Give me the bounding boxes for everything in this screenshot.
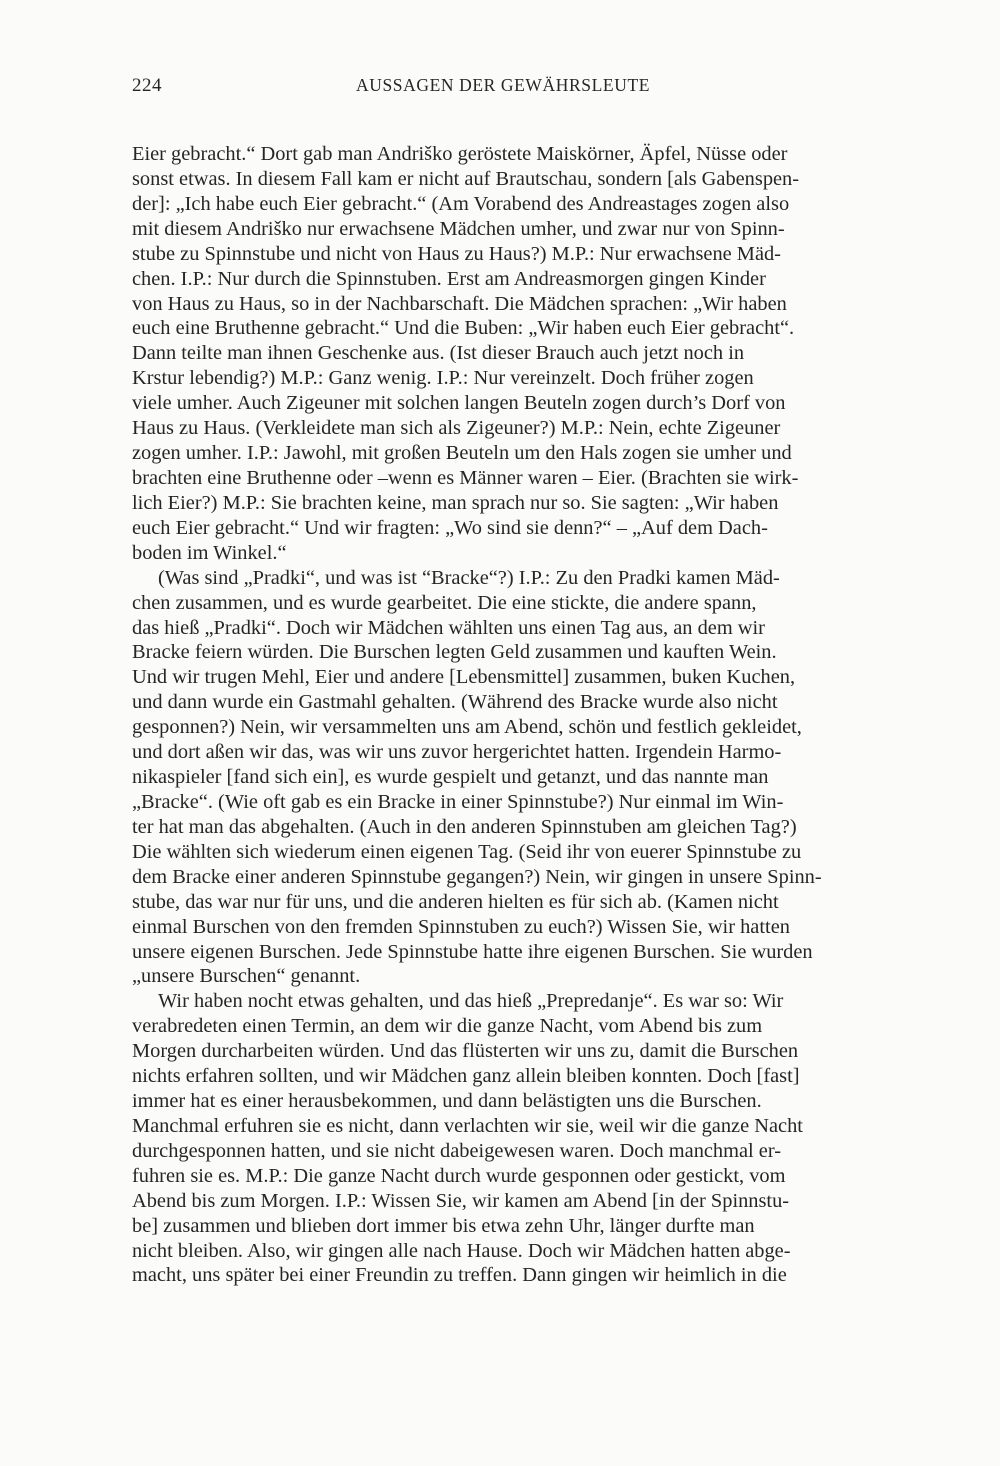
text-line: von Haus zu Haus, so in der Nachbarschaft. Die Mädchen sprachen: „Wir haben: [132, 292, 787, 315]
text-line: be] zusammen und blieben dort immer bis etwa zehn Uhr, länger durfte man: [132, 1214, 755, 1237]
text-line: euch eine Bruthenne gebracht.“ Und die Buben: „Wir haben euch Eier gebracht“.: [132, 317, 795, 340]
text-line: Dann teilte man ihnen Geschenke aus. (Ist dieser Brauch auch jetzt noch in: [132, 342, 745, 365]
text-line: der]: „Ich habe euch Eier gebracht.“ (Am Vorabend des Andreastages zogen also: [132, 192, 790, 215]
text-line: zogen umher. I.P.: Jawohl, mit großen Beuteln um den Hals zogen sie umher und: [132, 442, 792, 465]
text-line: Haus zu Haus. (Verkleidete man sich als Zigeuner?) M.P.: Nein, echte Zigeuner: [132, 417, 781, 440]
text-line: durchgesponnen hatten, und sie nicht dabeigewesen waren. Doch manchmal er-: [132, 1139, 782, 1162]
text-line: stube, das war nur für uns, und die anderen hielten es für sich ab. (Kamen nicht: [132, 890, 779, 913]
text-line: stube zu Spinnstube und nicht von Haus zu Haus?) M.P.: Nur erwachsene Mäd-: [132, 242, 781, 265]
text-line: Und wir trugen Mehl, Eier und andere [Lebensmittel] zusammen, buken Kuchen,: [132, 666, 796, 689]
text-line: nikaspieler [fand sich ein], es wurde gespielt und getanzt, und das nannte man: [132, 766, 769, 789]
text-line: fuhren sie es. M.P.: Die ganze Nacht durch wurde gesponnen oder gestickt, vom: [132, 1164, 786, 1187]
text-line: chen. I.P.: Nur durch die Spinnstuben. Erst am Andreasmorgen gingen Kinder: [132, 267, 766, 290]
text-line: und dann wurde ein Gastmahl gehalten. (Während des Bracke wurde also nicht: [132, 691, 778, 714]
text-line: Krstur lebendig?) M.P.: Ganz wenig. I.P.: Nur vereinzelt. Doch früher zogen: [132, 367, 754, 390]
text-line: immer hat es einer herausbekommen, und dann belästigten uns die Burschen.: [132, 1090, 762, 1113]
text-line: Abend bis zum Morgen. I.P.: Wissen Sie, wir kamen am Abend [in der Spinnstu-: [132, 1189, 790, 1212]
text-line: „unsere Burschen“ genannt.: [132, 965, 361, 988]
paragraph-first-line: (Was sind „Pradki“, und was ist “Bracke“?) I.P.: Zu den Pradki kamen Mäd-: [158, 566, 780, 589]
text-line: lich Eier?) M.P.: Sie brachten keine, man sprach nur so. Sie sagten: „Wir haben: [132, 491, 779, 514]
text-line: macht, uns später bei einer Freundin zu treffen. Dann gingen wir heimlich in die: [132, 1264, 787, 1287]
text-line: Manchmal erfuhren sie es nicht, dann verlachten wir sie, weil wir die ganze Nacht: [132, 1114, 803, 1137]
text-line: nicht bleiben. Also, wir gingen alle nach Hause. Doch wir Mädchen hatten abge-: [132, 1239, 791, 1262]
text-line: dem Bracke einer anderen Spinnstube gegangen?) Nein, wir gingen in unsere Spinn-: [132, 865, 822, 888]
text-line: und dort aßen wir das, was wir uns zuvor hergerichtet hatten. Irgendein Harmo-: [132, 741, 782, 764]
text-line: sonst etwas. In diesem Fall kam er nicht auf Brautschau, sondern [als Gabenspen-: [132, 167, 800, 190]
paragraph-first-line: Wir haben nocht etwas gehalten, und das hieß „Prepredanje“. Es war so: Wir: [158, 990, 784, 1013]
text-line: Morgen durcharbeiten würden. Und das flüsterten wir uns zu, damit die Burschen: [132, 1040, 799, 1063]
text-line: mit diesem Andriško nur erwachsene Mädchen umher, und zwar nur von Spinn-: [132, 217, 785, 240]
running-title: AUSSAGEN DER GEWÄHRSLEUTE: [356, 75, 651, 95]
text-line: euch Eier gebracht.“ Und wir fragten: „Wo sind sie denn?“ – „Auf dem Dach-: [132, 516, 768, 539]
text-line: nichts erfahren sollten, und wir Mädchen ganz allein bleiben konnten. Doch [fast]: [132, 1065, 800, 1088]
text-line: unsere eigenen Burschen. Jede Spinnstube hatte ihre eigenen Burschen. Sie wurden: [132, 940, 813, 963]
text-line: das hieß „Pradki“. Doch wir Mädchen wählten uns einen Tag aus, an dem wir: [132, 616, 765, 639]
body-text: [132, 142, 908, 1288]
text-line: boden im Winkel.“: [132, 541, 287, 564]
running-header: [132, 75, 870, 105]
text-line: gesponnen?) Nein, wir versammelten uns am Abend, schön und festlich gekleidet,: [132, 716, 802, 739]
text-line: viele umher. Auch Zigeuner mit solchen langen Beuteln zogen durch’s Dorf von: [132, 392, 786, 415]
page-number: 224: [132, 75, 162, 96]
text-line: Eier gebracht.“ Dort gab man Andriško geröstete Maiskörner, Äpfel, Nüsse oder: [132, 143, 788, 165]
text-line: einmal Burschen von den fremden Spinnstuben zu euch?) Wissen Sie, wir hatten: [132, 915, 790, 938]
text-line: chen zusammen, und es wurde gearbeitet. Die eine stickte, die andere spann,: [132, 591, 757, 614]
text-line: Bracke feiern würden. Die Burschen legten Geld zusammen und kauften Wein.: [132, 641, 777, 664]
text-line: ter hat man das abgehalten. (Auch in den anderen Spinnstuben am gleichen Tag?): [132, 815, 797, 838]
text-line: verabredeten einen Termin, an dem wir die ganze Nacht, vom Abend bis zum: [132, 1015, 763, 1038]
text-line: brachten eine Bruthenne oder –wenn es Männer waren – Eier. (Brachten sie wirk-: [132, 466, 799, 489]
text-line: Die wählten sich wiederum einen eigenen Tag. (Seid ihr von euerer Spinnstube zu: [132, 840, 802, 863]
text-line: „Bracke“. (Wie oft gab es ein Bracke in einer Spinnstube?) Nur einmal im Win-: [132, 790, 784, 813]
